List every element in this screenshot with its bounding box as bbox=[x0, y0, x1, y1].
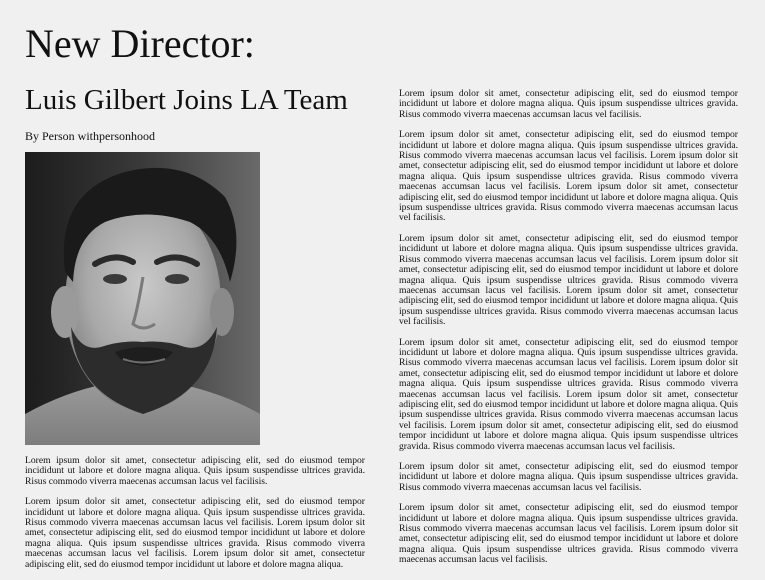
article-byline: By Person withpersonhood bbox=[25, 129, 155, 143]
article-subheadline: Luis Gilbert Joins LA Team bbox=[25, 84, 348, 116]
left-column bbox=[25, 0, 365, 580]
body-paragraph: Lorem ipsum dolor sit amet, consectetur adipiscing elit, sed do eiusmod tempor incididunt ut labore et dolore magna aliqua. Quis ipsum suspendisse ultrices gravida. Risus commodo viverra maecenas accumsan lacus vel facilisis. Lorem ipsum dolor sit amet, consectetur adipiscing elit, sed do eiusmod tempor incididunt ut labore et dolore magna aliqua. Quis ipsum suspendisse ultrices gravida. Risus commodo viverra maecenas accumsan lacus vel facilisis. Lorem ipsum dolor sit amet, consectetur adipiscing elit, sed do eiusmod tempor incididunt ut labore et dolore magna aliqua. Quis ipsum suspendisse ultrices gravida. Risus commodo viverra maecenas accumsan lacus vel facilisis. bbox=[399, 232, 738, 328]
portrait-photo bbox=[25, 152, 260, 445]
body-paragraph: Lorem ipsum dolor sit amet, consectetur adipiscing elit, sed do eiusmod tempor incididunt ut labore et dolore magna aliqua. Quis ipsum suspendisse ultrices gravida. Risus commodo viverra maecenas accumsan lacus vel facilisis. Lorem ipsum dolor sit amet, consectetur adipiscing elit, sed do eiusmod tempor incididunt ut labore et dolore magna aliqua. Quis ipsum suspendisse ultrices gravida. Risus commodo viverra maecenas accumsan lacus vel facilisis. Lorem ipsum dolor sit amet, consectetur adipiscing elit, sed do eiusmod tempor incididunt ut labore et dolore magna aliqua. bbox=[25, 496, 365, 570]
body-paragraph: Lorem ipsum dolor sit amet, consectetur adipiscing elit, sed do eiusmod tempor incididunt ut labore et dolore magna aliqua. Quis ipsum suspendisse ultrices gravida. Risus commodo viverra maecenas accumsan lacus vel facilisis. bbox=[25, 455, 365, 487]
body-paragraph: Lorem ipsum dolor sit amet, consectetur adipiscing elit, sed do eiusmod tempor incididunt ut labore et dolore magna aliqua. Quis ipsum suspendisse ultrices gravida. Risus commodo viverra maecenas accumsan lacus vel facilisis. bbox=[399, 461, 738, 493]
body-paragraph: Lorem ipsum dolor sit amet, consectetur adipiscing elit, sed do eiusmod tempor incididunt ut labore et dolore magna aliqua. Quis ipsum suspendisse ultrices gravida. Risus commodo viverra maecenas accumsan lacus vel facilisis. Lorem ipsum dolor sit amet, consectetur adipiscing elit, sed do eiusmod tempor incididunt ut labore et dolore magna aliqua. Quis ipsum suspendisse ultrices gravida. Risus commodo viverra maecenas accumsan lacus vel facilisis. bbox=[399, 502, 738, 566]
man-portrait-photo bbox=[25, 152, 260, 445]
left-body-text bbox=[25, 456, 365, 570]
right-column bbox=[399, 89, 738, 576]
article-headline: New Director: bbox=[25, 21, 255, 66]
body-paragraph: Lorem ipsum dolor sit amet, consectetur adipiscing elit, sed do eiusmod tempor incididunt ut labore et dolore magna aliqua. Quis ipsum suspendisse ultrices gravida. Risus commodo viverra maecenas accumsan lacus vel facilisis. Lorem ipsum dolor sit amet, consectetur adipiscing elit, sed do eiusmod tempor incididunt ut labore et dolore magna aliqua. Quis ipsum suspendisse ultrices gravida. Risus commodo viverra maecenas accumsan lacus vel facilisis. Lorem ipsum dolor sit amet, consectetur adipiscing elit, sed do eiusmod tempor incididunt ut labore et dolore magna aliqua. Quis ipsum suspendisse ultrices gravida. Risus commodo viverra maecenas accumsan lacus vel facilisis. Lorem ipsum dolor sit amet, consectetur adipiscing elit, sed do eiusmod tempor incididunt ut labore et dolore magna aliqua. Quis ipsum suspendisse ultrices gravida. Risus commodo viverra maecenas accumsan lacus vel facilisis. bbox=[399, 336, 738, 452]
body-paragraph: Lorem ipsum dolor sit amet, consectetur adipiscing elit, sed do eiusmod tempor incididunt ut labore et dolore magna aliqua. Quis ipsum suspendisse ultrices gravida. Risus commodo viverra maecenas accumsan lacus vel facilisis. Lorem ipsum dolor sit amet, consectetur adipiscing elit, sed do eiusmod tempor incididunt ut labore et dolore magna aliqua. Quis ipsum suspendisse ultrices gravida. Risus commodo viverra maecenas accumsan lacus vel facilisis. Lorem ipsum dolor sit amet, consectetur adipiscing elit, sed do eiusmod tempor incididunt ut labore et dolore magna aliqua. Quis ipsum suspendisse ultrices gravida. Risus commodo viverra maecenas accumsan lacus vel facilisis. bbox=[399, 129, 738, 224]
body-paragraph: Lorem ipsum dolor sit amet, consectetur adipiscing elit, sed do eiusmod tempor incididunt ut labore et dolore magna aliqua. Quis ipsum suspendisse ultrices gravida. Risus commodo viverra maecenas accumsan lacus vel facilisis. bbox=[399, 88, 738, 120]
